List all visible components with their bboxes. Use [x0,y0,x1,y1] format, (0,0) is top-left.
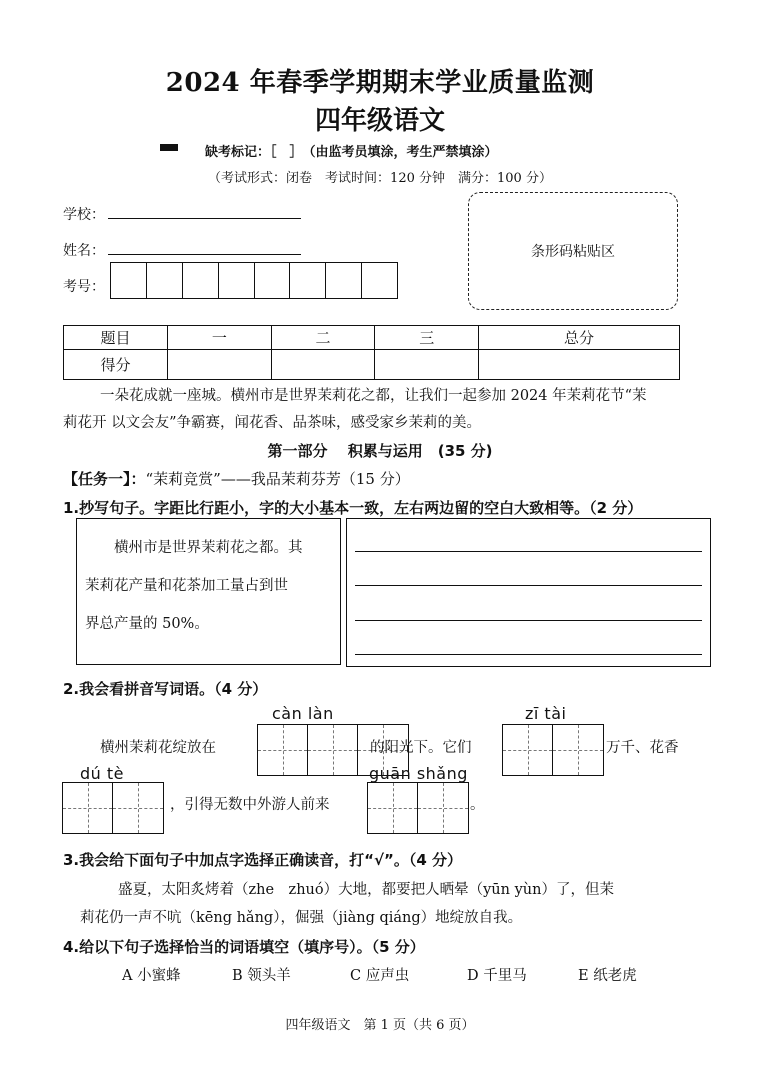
q3-line-1: 盛夏，太阳炙烤着（zhe zhuó）大地，都要把人晒晕（yūn yùn）了，但茉 [118,882,614,898]
q2-text-3: 万千、花香 [606,740,679,756]
grid-cell[interactable] [308,725,358,775]
grid-cell[interactable] [553,725,603,775]
writing-line[interactable] [355,551,702,552]
score-row-label: 得分 [64,350,168,380]
school-field[interactable] [108,218,301,219]
writing-line[interactable] [355,585,702,586]
copy-source-line: 茉莉花产量和花茶加工量占到世 [85,578,288,594]
pinyin-zitai: zī tài [525,704,567,723]
option-b: B 领头羊 [232,968,291,984]
option-d: D 千里马 [467,968,527,984]
exam-id-boxes[interactable] [110,262,398,299]
pinyin-canlan: càn làn [272,704,334,723]
q2-text-5: 。 [470,797,485,813]
option-c: C 应声虫 [350,968,410,984]
score-cell[interactable] [168,350,272,380]
grid-cell[interactable] [418,783,468,833]
copy-source-line: 界总产量的 50%。 [85,616,209,632]
q2-title: 2.我会看拼音写词语。（4 分） [63,680,268,698]
q4-title: 4.给以下句子选择恰当的词语填空（填序号）。（5 分） [63,938,425,956]
q3-title: 3.我会给下面句子中加点字选择正确读音，打“√”。（4 分） [63,851,463,869]
score-cell[interactable] [479,350,680,380]
answer-grid-guanshang[interactable] [367,782,469,834]
exam-title: 2024 年春季学期期末学业质量监测 [165,68,595,98]
id-cell[interactable] [219,263,255,298]
exam-info: （考试形式：闭卷 考试时间：120 分钟 满分：100 分） [208,171,552,186]
score-header: 三 [375,326,479,350]
school-label: 学校： [63,207,105,223]
task1-heading [63,468,410,489]
grid-cell[interactable] [63,783,113,833]
intro-line-2: 莉花开 以文会友”争霸赛，闻花香、品茶味，感受家乡茉莉的美。 [63,415,482,431]
q2-text-1: 横州茉莉花绽放在 [100,740,216,756]
barcode-label: 条形码粘贴区 [531,244,615,260]
barcode-area [468,192,678,310]
q2-text-4: ，引得无数中外游人前来 [170,797,330,813]
grid-cell[interactable] [368,783,418,833]
id-cell[interactable] [147,263,183,298]
writing-line[interactable] [355,620,702,621]
id-cell[interactable] [111,263,147,298]
task1-text: “茉莉竞赏”——我品茉莉芬芳（15 分） [145,470,410,488]
pinyin-guanshang: guān shǎng [369,764,468,783]
id-cell[interactable] [255,263,291,298]
id-cell[interactable] [183,263,219,298]
copy-answer-box[interactable] [346,518,711,667]
q1-title: 1.抄写句子。字距比行距小，字的大小基本一致，左右两边留的空白大致相等。（2 分） [63,499,643,517]
writing-line[interactable] [355,654,702,655]
answer-grid-zitai[interactable] [502,724,604,776]
q2-text-2: 的阳光下。它们 [370,740,472,756]
id-cell[interactable] [290,263,326,298]
page-footer: 四年级语文 第 1 页（共 6 页） [285,1018,475,1033]
q3-line-2: 莉花仍一声不吭（kēng hǎng），倔强（jiàng qiáng）地绽放自我。 [80,910,523,926]
copy-source-box [76,518,341,665]
option-e: E 纸老虎 [578,968,637,984]
id-label: 考号： [63,279,105,295]
name-label: 姓名： [63,243,105,259]
score-header: 二 [271,326,375,350]
absent-mark-note: 缺考标记：［ ］ （由监考员填涂，考生严禁填涂） [205,145,498,160]
id-cell[interactable] [362,263,397,298]
intro-line-1: 一朵花成就一座城。横州市是世界茉莉花之都，让我们一起参加 2024 年茉莉花节“茉 [100,388,647,404]
absent-marker-block [160,144,178,151]
score-cell[interactable] [375,350,479,380]
grid-cell[interactable] [113,783,163,833]
copy-source-line: 横州市是世界茉莉花之都。其 [114,540,303,556]
pinyin-dute: dú tè [80,764,124,783]
task1-tag: 【任务一】： [63,470,146,488]
grid-cell[interactable] [503,725,553,775]
grid-cell[interactable] [258,725,308,775]
exam-subject: 四年级语文 [314,106,445,136]
score-table [63,325,680,380]
answer-grid-dute[interactable] [62,782,164,834]
score-header: 一 [168,326,272,350]
id-cell[interactable] [326,263,362,298]
name-field[interactable] [108,254,301,255]
option-a: A 小蜜蜂 [122,968,181,984]
score-cell[interactable] [271,350,375,380]
score-header: 题目 [64,326,168,350]
score-header: 总分 [479,326,680,350]
part1-heading: 第一部分 积累与运用 (35 分) [267,442,493,460]
